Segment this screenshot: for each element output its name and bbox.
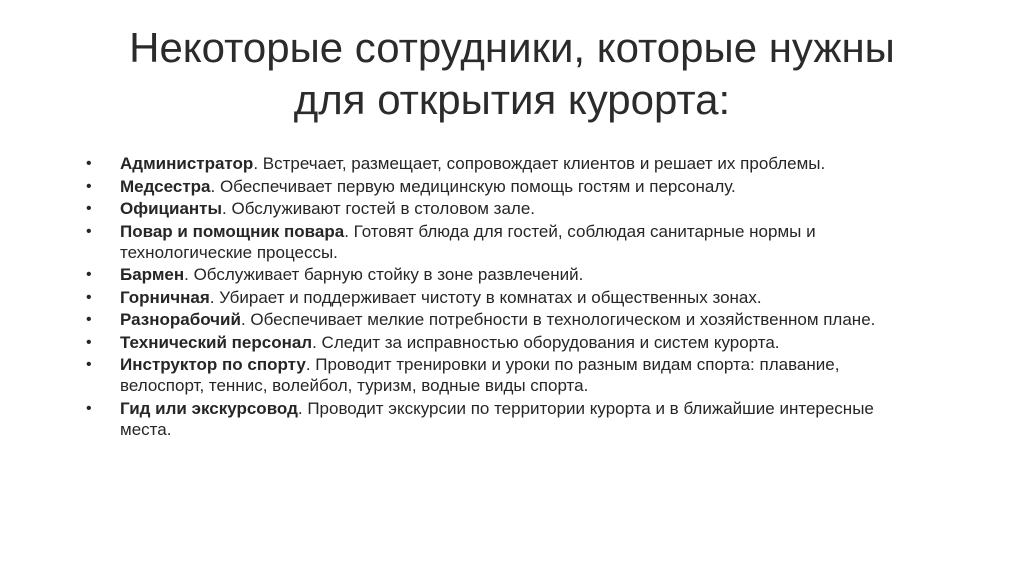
role-description: . Обслуживает барную стойку в зоне развлечений. [184,265,584,284]
role-description: . Готовят блюда для гостей, соблюдая санитарные нормы и технологические процессы. [120,221,816,262]
list-item [82,153,912,174]
bullet-icon: • [86,200,92,217]
list-item [82,398,912,440]
role-description: . Обслуживают гостей в столовом зале. [222,199,536,218]
role-description: . Убирает и поддерживает чистоту в комнатах и общественных зонах. [209,287,762,307]
role-name: Инструктор по спорту [120,355,306,374]
role-description: . Следит за исправностью оборудования и систем курорта. [312,332,780,352]
list-item [82,264,912,285]
bullet-icon: • [86,356,92,373]
bullet-icon: • [86,266,92,283]
list-item [82,176,912,197]
title-line-1: Некоторые сотрудники, которые нужны [129,24,895,71]
role-description: . Обеспечивает мелкие потребности в технологическом и хозяйственном плане. [240,310,876,329]
list-item [82,198,912,219]
role-name: Гид или экскурсовод [120,398,298,418]
role-name: Горничная [120,287,210,307]
role-name: Бармен [120,265,185,284]
title-line-2: для открытия курорта: [293,76,731,123]
bullet-icon: • [86,222,92,240]
role-name: Разнорабочий [120,310,241,329]
list-item [82,309,912,330]
role-description: . Встречает, размещает, сопровождает клиентов и решает их проблемы. [253,154,826,173]
bullet-icon: • [86,311,92,328]
role-name: Медсестра [120,176,211,196]
role-description: . Обеспечивает первую медицинскую помощь гостям и персоналу. [210,176,736,196]
role-name: Повар и помощник повара [120,221,345,241]
bullet-icon: • [86,333,92,351]
staff-list [82,153,912,441]
bullet-icon: • [86,399,92,417]
page-title [0,22,1024,126]
list-item [82,287,912,308]
role-name: Официанты [120,199,223,218]
role-description: . Проводит тренировки и уроки по разным видам спорта: плавание, велоспорт, теннис, волейбол, туризм, водные виды спорта. [120,355,840,395]
role-name: Администратор [120,154,254,173]
bullet-icon: • [86,155,92,172]
list-item [82,221,912,263]
bullet-icon: • [86,177,92,195]
bullet-icon: • [86,288,92,306]
list-item [82,332,912,353]
role-description: . Проводит экскурсии по территории курорта и в ближайшие интересные места. [120,398,874,439]
role-name: Технический персонал [120,332,313,352]
list-item [82,354,912,396]
